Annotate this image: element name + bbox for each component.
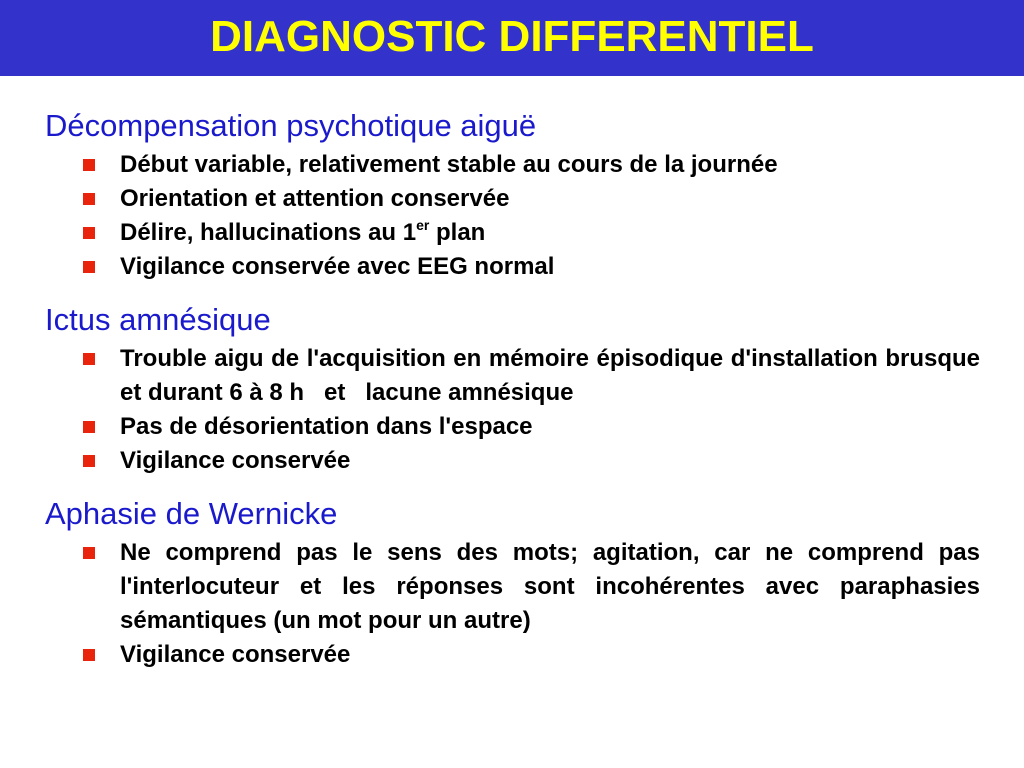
section-heading: Décompensation psychotique aiguë [45, 108, 537, 143]
square-bullet-icon [83, 159, 95, 171]
bullet-item [45, 148, 980, 182]
square-bullet-icon [83, 649, 95, 661]
square-bullet-icon [83, 193, 95, 205]
bullet-item [45, 342, 987, 410]
bullet-text: Vigilance conservée [120, 447, 351, 474]
bullet-item [45, 536, 980, 638]
section-heading: Ictus amnésique [45, 302, 271, 337]
bullet-item [45, 182, 980, 216]
bullet-text: Vigilance conservée avec EEG normal [120, 253, 555, 280]
square-bullet-icon [83, 227, 95, 239]
bullet-item [45, 444, 980, 478]
bullet-text-before-sup: Délire, hallucinations au 1 [120, 219, 417, 246]
square-bullet-icon [83, 261, 95, 273]
bullet-list [45, 536, 980, 672]
square-bullet-icon [83, 421, 95, 433]
bullet-text-superscript: er [416, 217, 430, 233]
bullet-text: Ne comprend pas le sens des mots; agitation, car ne comprend pas l'interlocuteur et les réponses sont incohérentes avec paraphasies sémantiques (un mot pour un autre) [120, 539, 980, 634]
bullet-text: Vigilance conservée [120, 641, 351, 668]
square-bullet-icon [83, 353, 95, 365]
square-bullet-icon [83, 455, 95, 467]
section-decompensation [45, 104, 980, 284]
bullet-text-after-sup: plan [429, 219, 486, 246]
bullet-text: Trouble aigu de l'acquisition en mémoire épisodique d'installation brusque et durant 6 à 8 h et lacune amnésique [120, 345, 987, 406]
bullet-text: Début variable, relativement stable au cours de la journée [120, 151, 778, 178]
bullet-item [45, 410, 980, 444]
slide-content [45, 104, 987, 686]
bullet-list [45, 148, 980, 284]
bullet-item [45, 250, 980, 284]
square-bullet-icon [83, 547, 95, 559]
bullet-text: Orientation et attention conservée [120, 185, 510, 212]
bullet-list [45, 342, 987, 478]
bullet-text: Pas de désorientation dans l'espace [120, 413, 533, 440]
section-wernicke [45, 492, 980, 672]
section-heading: Aphasie de Wernicke [45, 496, 338, 531]
bullet-item [45, 216, 980, 250]
bullet-item [45, 638, 980, 672]
slide-title: DIAGNOSTIC DIFFERENTIEL [210, 12, 814, 61]
section-ictus [45, 298, 987, 478]
